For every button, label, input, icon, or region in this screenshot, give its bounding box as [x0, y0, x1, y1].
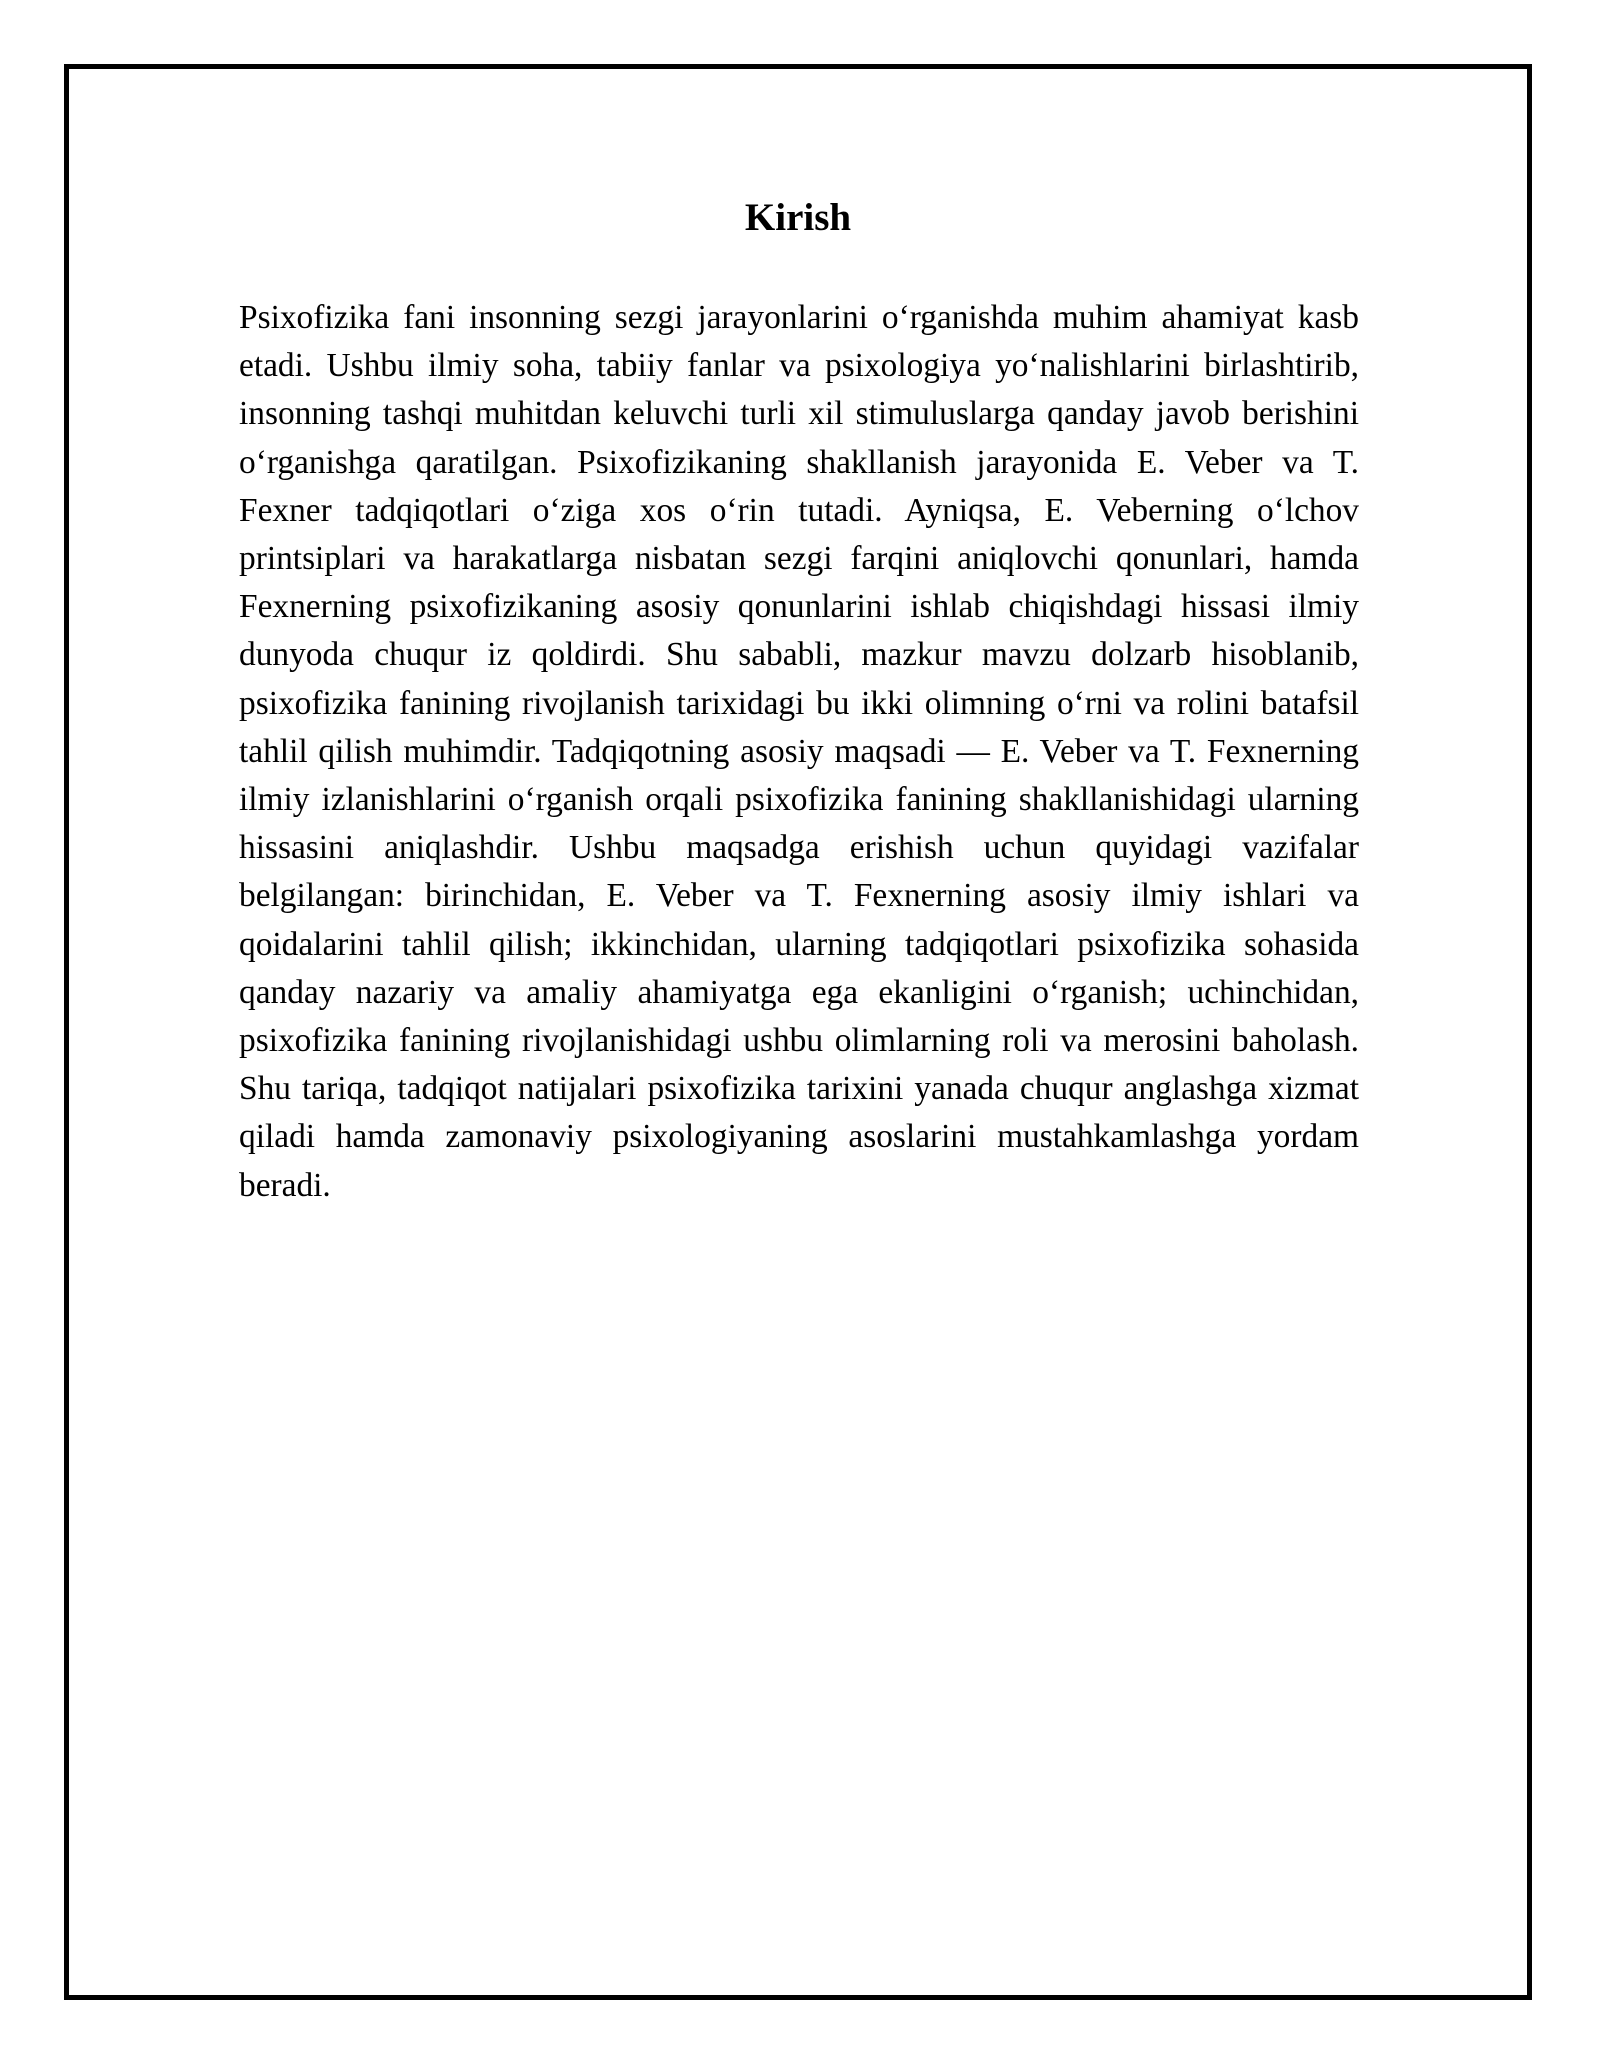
body-paragraph: Psixofizika fani insonning sezgi jarayonlarini o‘rganishda muhim ahamiyat kasb etadi. Ushbu ilmiy soha, tabiiy fanlar va psixologiya yo‘nalishlarini birlashtirib, insonning tashqi muhitdan keluvchi turli xil stimuluslarga qanday javob berishini o‘rganishga qaratilgan. Psixofizikaning shakllanish jarayonida E. Veber va T. Fexner tadqiqotlari o‘ziga xos o‘rin tutadi. Ayniqsa, E. Veberning o‘lchov printsiplari va harakatlarga nisbatan sezgi farqini aniqlovchi qonunlari, hamda Fexnerning psixofizikaning asosiy qonunlarini ishlab chiqishdagi hissasi ilmiy dunyoda chuqur iz qoldirdi. Shu sababli, mazkur mavzu dolzarb hisoblanib, psixofizika fanining rivojlanish tarixidagi bu ikki olimning o‘rni va rolini batafsil tahlil qilish muhimdir. Tadqiqotning asosiy maqsadi — E. Veber va T. Fexnerning ilmiy izlanishlarini o‘rganish orqali psixofizika fanining shakllanishidagi ularning hissasini aniqlashdir. Ushbu maqsadga erishish uchun quyidagi vazifalar belgilangan: birinchidan, E. Veber va T. Fexnerning asosiy ilmiy ishlari va qoidalarini tahlil qilish; ikkinchidan, ularning tadqiqotlari psixofizika sohasida qanday nazariy va amaliy ahamiyatga ega ekanligini o‘rganish; uchinchidan, psixofizika fanining rivojlanishidagi ushbu olimlarning roli va merosini baholash. Shu tariqa, tadqiqot natijalari psixofizika tarixini yanada chuqur anglashga xizmat qiladi hamda zamonaviy psixologiyaning asoslarini mustahkamlashga yordam beradi.: [239, 299, 1359, 1204]
page-frame: [64, 64, 1532, 2000]
page-title: Kirish: [744, 196, 852, 239]
